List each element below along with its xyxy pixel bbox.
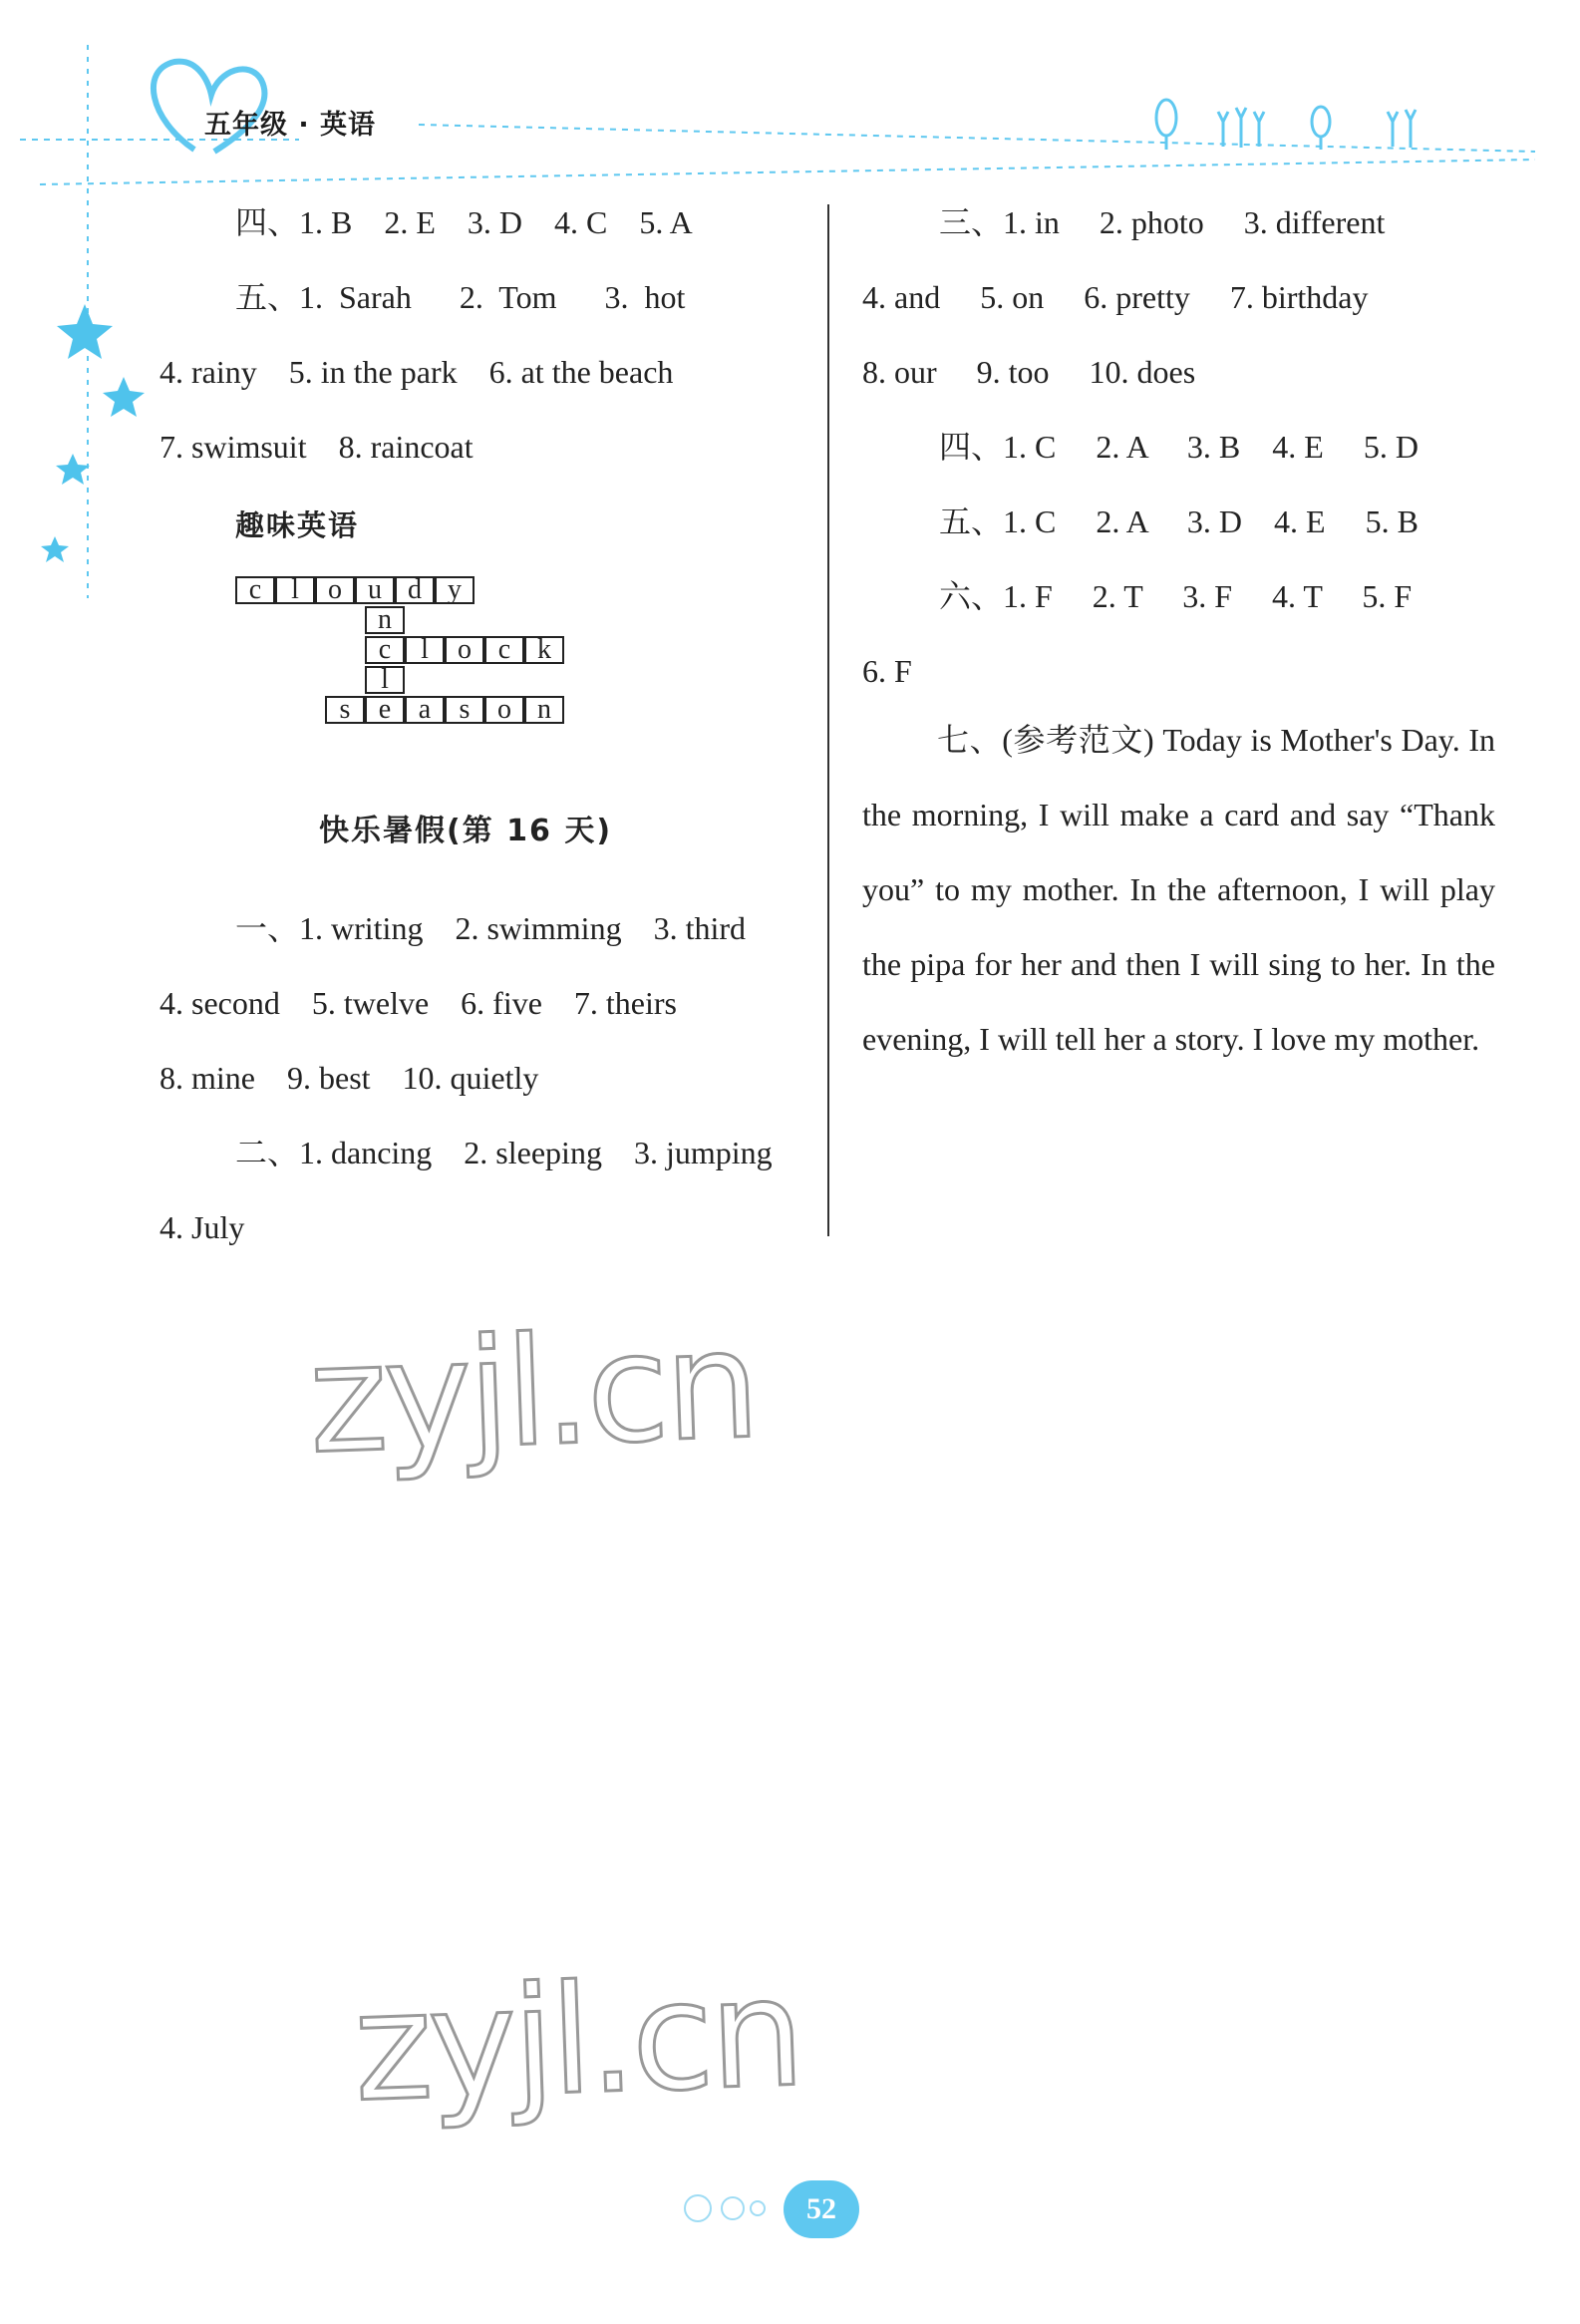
crossword-cell: o xyxy=(445,636,484,664)
tree-icon xyxy=(1156,100,1416,150)
answer-line: 7. swimsuit 8. raincoat xyxy=(159,429,474,465)
crossword-cell: s xyxy=(445,696,484,724)
page-header-title: 五年级 · 英语 xyxy=(204,110,377,141)
answer-line: 五、1. C 2. A 3. D 4. E 5. B xyxy=(939,503,1419,539)
answer-line: 4. July xyxy=(159,1209,245,1245)
crossword-cell: o xyxy=(484,696,524,724)
crossword-cell: d xyxy=(395,576,435,604)
crossword-cell: n xyxy=(524,696,564,724)
answer-line: 8. our 9. too 10. does xyxy=(862,354,1196,390)
crossword-cell: c xyxy=(365,636,405,664)
answer-line: 8. mine 9. best 10. quietly xyxy=(159,1060,539,1096)
crossword-cell: c xyxy=(484,636,524,664)
crossword-cell: o xyxy=(315,576,355,604)
answer-line: 三、1. in 2. photo 3. different xyxy=(939,204,1386,240)
model-essay: 七、(参考范文) Today is Mother's Day. In the morning, I will make a card and say “Thank you” to my mother. In the afternoon, I will play the pipa for her and then I will sing to her. In the evening, I will tell her a story. I love my mother. xyxy=(862,722,1495,1057)
answer-line: 6. F xyxy=(862,653,912,689)
star-icon xyxy=(41,304,145,598)
crossword-cell: c xyxy=(235,576,275,604)
answer-line: 五、1. Sarah 2. Tom 3. hot xyxy=(235,279,686,315)
crossword-cell: e xyxy=(365,696,405,724)
answer-line: 六、1. F 2. T 3. F 4. T 5. F xyxy=(939,578,1413,614)
column-divider xyxy=(827,204,829,1236)
watermark: zyjl.cn xyxy=(351,1946,803,2136)
crossword-cell: s xyxy=(325,696,365,724)
watermark: zyjl.cn xyxy=(306,1298,759,1488)
answer-line: 4. rainy 5. in the park 6. at the beach xyxy=(159,354,674,390)
crossword-cell: l xyxy=(275,576,315,604)
fun-english-title: 趣味英语 xyxy=(235,508,360,542)
crossword-cell: k xyxy=(524,636,564,664)
crossword-cell: l xyxy=(405,636,445,664)
answer-line: 二、1. dancing 2. sleeping 3. jumping xyxy=(235,1135,773,1170)
answer-line: 一、1. writing 2. swimming 3. third xyxy=(235,910,747,946)
crossword-cell: u xyxy=(355,576,395,604)
answer-line: 四、1. C 2. A 3. B 4. E 5. D xyxy=(939,429,1419,465)
answer-line: 4. second 5. twelve 6. five 7. theirs xyxy=(159,985,677,1021)
day-title: 快乐暑假(第 16 天) xyxy=(319,814,613,848)
answer-line: 四、1. B 2. E 3. D 4. C 5. A xyxy=(235,204,693,240)
page-number: 52 xyxy=(784,2180,859,2238)
crossword-cell: y xyxy=(435,576,474,604)
answer-line: 4. and 5. on 6. pretty 7. birthday xyxy=(862,279,1369,315)
crossword-cell: a xyxy=(405,696,445,724)
crossword-cell: n xyxy=(365,606,405,634)
crossword-cell: l xyxy=(365,666,405,694)
